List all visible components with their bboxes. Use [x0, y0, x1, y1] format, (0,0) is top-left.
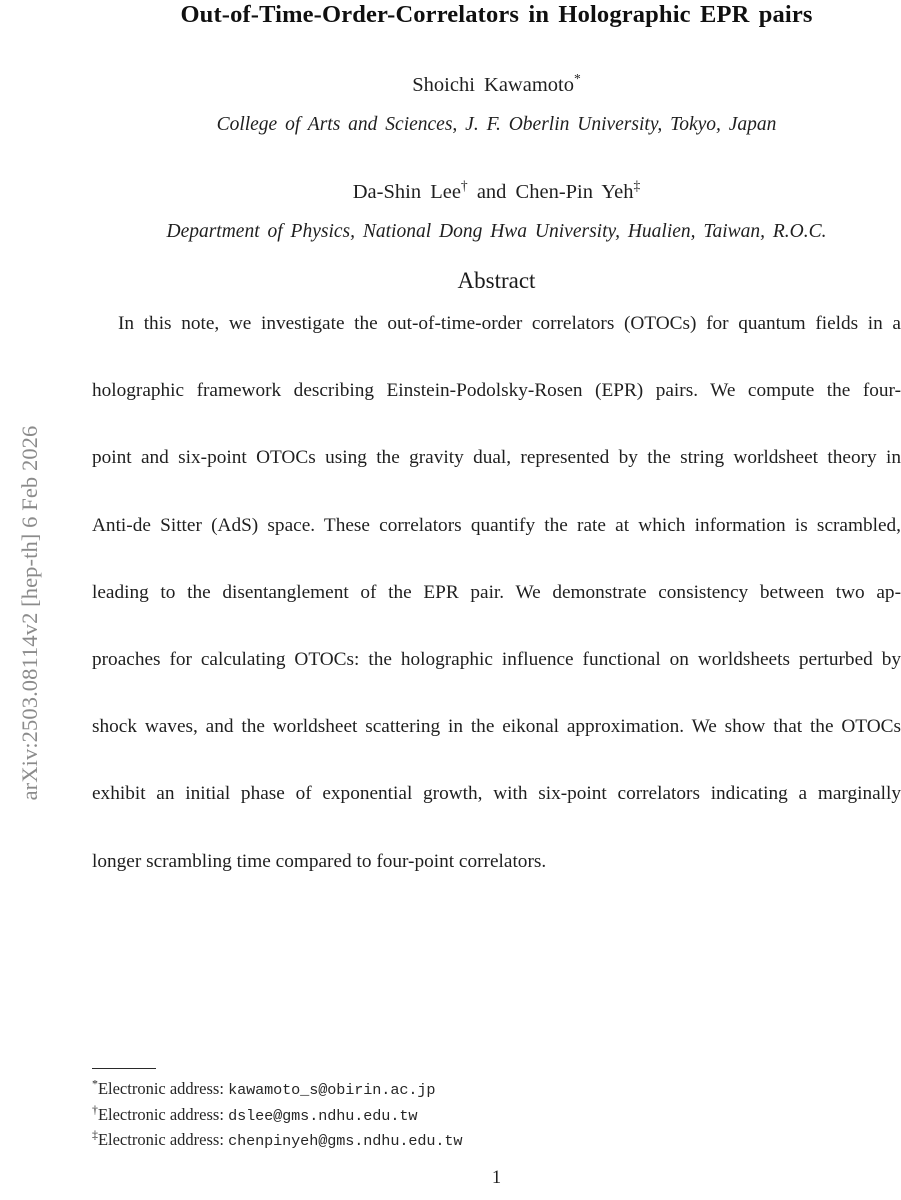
abstract-heading: Abstract — [457, 268, 536, 293]
arxiv-stamp — [0, 0, 56, 1200]
abstract-line: shock waves, and the worldsheet scattering in the eikonal approximation. We show that the OTOCs — [92, 716, 901, 738]
footnote-marker: ‡ — [92, 1127, 98, 1142]
arxiv-identifier-text: arXiv:2503.08114v2 [hep-th] 6 Feb 2026 — [17, 425, 42, 801]
author-line-1 — [92, 72, 901, 98]
footnote-label: Electronic address: — [97, 1079, 224, 1098]
author-name-yeh: Chen-Pin Yeh — [515, 181, 634, 203]
abstract-line: proaches for calculating OTOCs: the holographic influence functional on worldsheets perturbed by — [92, 648, 901, 670]
abstract-line: Anti-de Sitter (AdS) space. These correlators quantify the rate at which information is scrambled, — [92, 514, 901, 536]
abstract-line: longer scrambling time compared to four-point correlators. — [92, 850, 547, 872]
footnote-item — [92, 1128, 901, 1154]
author-footnote-marker-3[interactable]: ‡ — [633, 178, 641, 194]
footnote-rule — [92, 1068, 156, 1069]
footnote-marker: † — [92, 1102, 98, 1116]
abstract-body — [92, 307, 901, 878]
affiliation-1: College of Arts and Sciences, J. F. Oberlin University, Tokyo, Japan — [216, 114, 777, 135]
paper-page — [92, 0, 901, 1200]
footnotes-block — [92, 1068, 901, 1154]
author-line-2 — [92, 179, 901, 205]
abstract-line: point and six-point OTOCs using the gravity dual, represented by the string worldsheet theory in — [92, 447, 901, 469]
footnote-email-link[interactable]: dslee@gms.ndhu.edu.tw — [228, 1106, 418, 1125]
footnote-item — [92, 1077, 901, 1103]
footnote-item — [92, 1103, 901, 1129]
footnote-label: Electronic address: — [97, 1130, 224, 1149]
abstract-line: In this note, we investigate the out-of-time-order correlators (OTOCs) for quantum fields in a — [118, 313, 901, 334]
author-name-lee: Da-Shin Lee — [352, 181, 461, 203]
abstract-line: holographic framework describing Einstein-Podolsky-Rosen (EPR) pairs. We compute the four- — [92, 380, 901, 402]
page-title: Out-of-Time-Order-Correlators in Holographic EPR pairs — [180, 1, 813, 28]
footnote-email-link[interactable]: kawamoto_s@obirin.ac.jp — [228, 1081, 436, 1099]
abstract-line: leading to the disentanglement of the EPR pair. We demonstrate consistency between two ap- — [92, 581, 901, 603]
author-connector: and — [467, 181, 516, 203]
page-number: 1 — [491, 1168, 502, 1188]
footnote-marker: * — [92, 1076, 98, 1091]
footnote-label: Electronic address: — [97, 1104, 224, 1124]
author-footnote-marker-2[interactable]: † — [460, 178, 468, 194]
footnote-email-link[interactable]: chenpinyeh@gms.ndhu.edu.tw — [228, 1132, 463, 1150]
author-name-kawamoto: Shoichi Kawamoto — [412, 74, 574, 96]
author-footnote-marker-1[interactable]: * — [573, 71, 581, 87]
affiliation-2: Department of Physics, National Dong Hwa University, Hualien, Taiwan, R.O.C. — [166, 221, 827, 242]
abstract-line: exhibit an initial phase of exponential growth, with six-point correlators indicating a marginally — [92, 783, 901, 805]
